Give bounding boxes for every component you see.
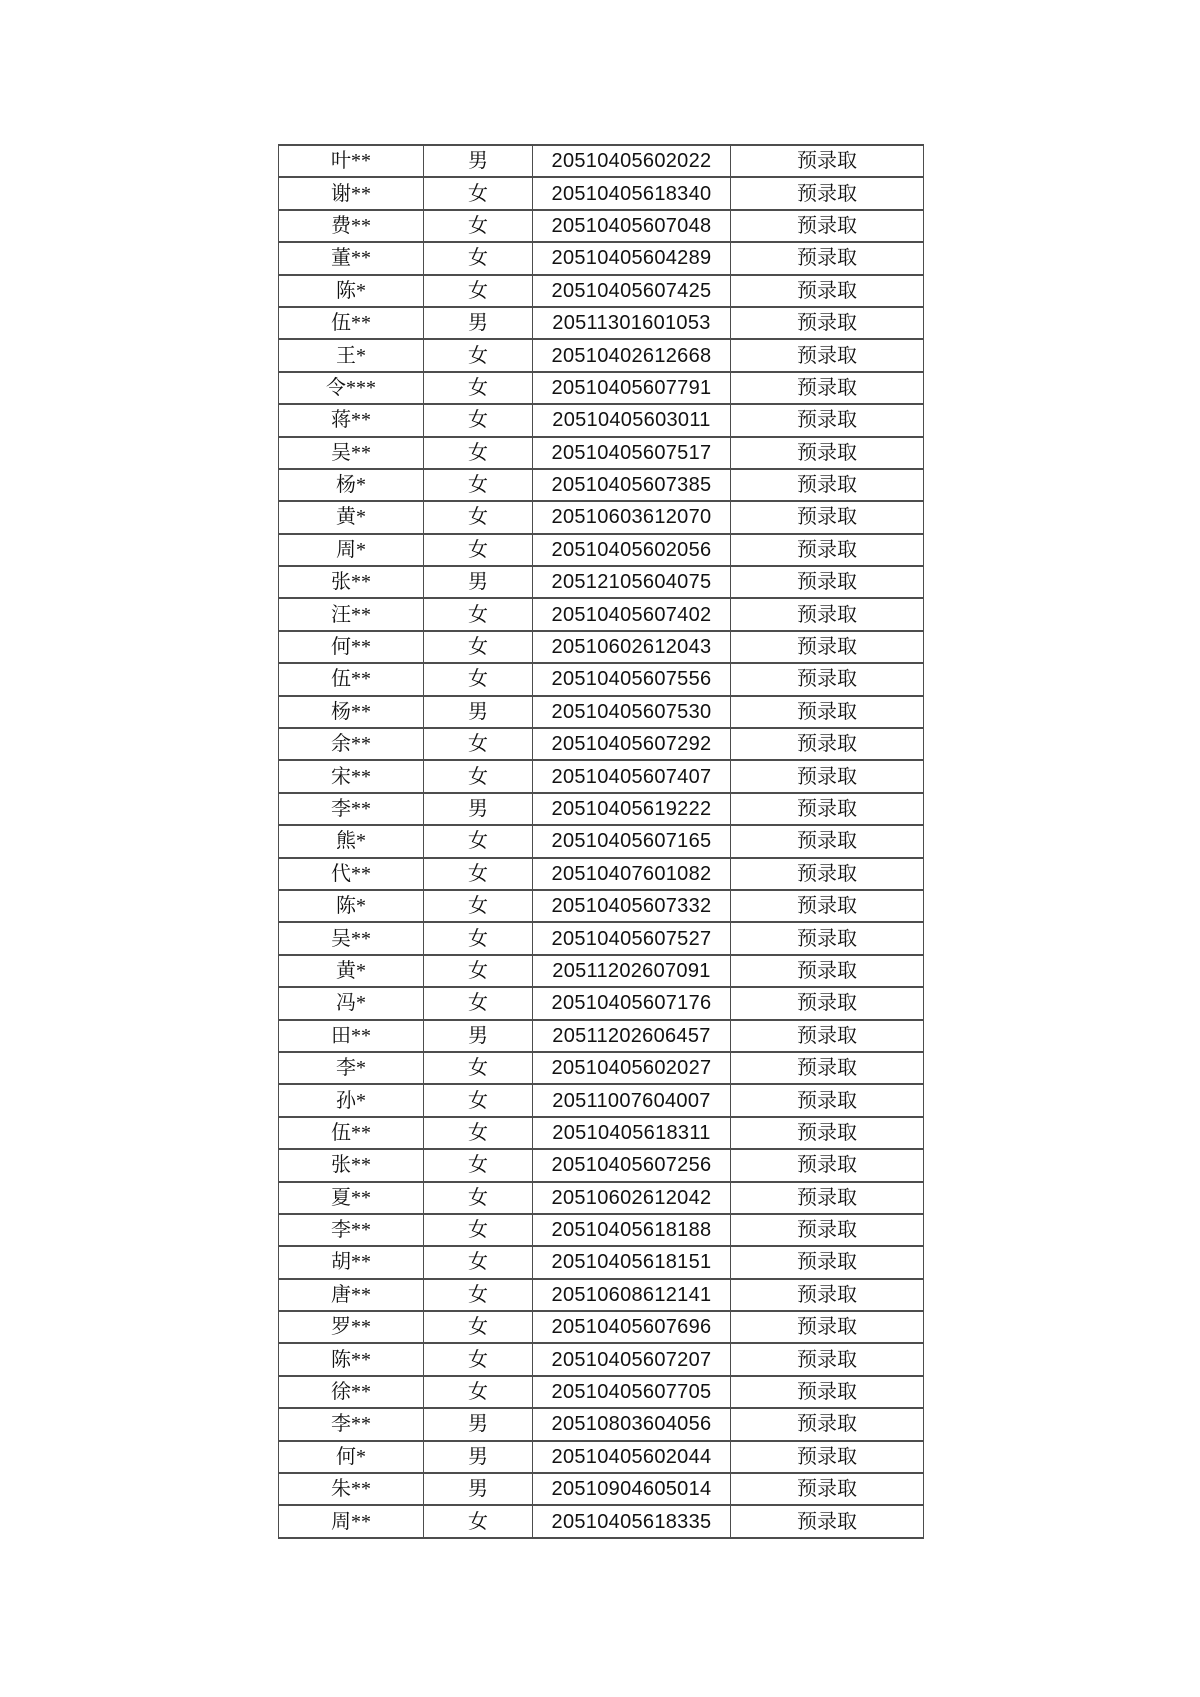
status-cell: 预录取 [731,1246,924,1278]
name-cell: 蒋** [279,404,424,436]
gender-cell: 女 [424,1214,533,1246]
name-cell: 伍** [279,307,424,339]
exam-number-cell: 20512105604075 [533,566,731,598]
exam-number-cell: 20510405618188 [533,1214,731,1246]
exam-number-cell: 20510405607791 [533,372,731,404]
name-cell: 伍** [279,1117,424,1149]
name-cell: 张** [279,566,424,598]
exam-number-cell: 20510402612668 [533,339,731,371]
status-cell: 预录取 [731,728,924,760]
exam-number-cell: 20510405607696 [533,1311,731,1343]
gender-cell: 女 [424,598,533,630]
status-cell: 预录取 [731,1279,924,1311]
table-row [279,469,924,501]
name-cell: 唐** [279,1279,424,1311]
status-cell: 预录取 [731,696,924,728]
gender-cell: 女 [424,534,533,566]
name-cell: 李** [279,1408,424,1440]
table-row [279,955,924,987]
gender-cell: 女 [424,1084,533,1116]
name-cell: 董** [279,242,424,274]
status-cell: 预录取 [731,210,924,242]
name-cell: 陈* [279,275,424,307]
name-cell: 余** [279,728,424,760]
table-row [279,793,924,825]
name-cell: 杨* [279,469,424,501]
name-cell: 冯* [279,987,424,1019]
name-cell: 李** [279,1214,424,1246]
status-cell: 预录取 [731,1408,924,1440]
exam-number-cell: 20510405602027 [533,1052,731,1084]
name-cell: 叶** [279,145,424,177]
exam-number-cell: 20510405603011 [533,404,731,436]
status-cell: 预录取 [731,858,924,890]
status-cell: 预录取 [731,890,924,922]
exam-number-cell: 20511007604007 [533,1084,731,1116]
gender-cell: 男 [424,1441,533,1473]
table-row [279,922,924,954]
table-row [279,598,924,630]
status-cell: 预录取 [731,1505,924,1537]
name-cell: 宋** [279,760,424,792]
gender-cell: 女 [424,339,533,371]
status-cell: 预录取 [731,534,924,566]
name-cell: 黄* [279,955,424,987]
table-row [279,1117,924,1149]
exam-number-cell: 20510407601082 [533,858,731,890]
table-row [279,825,924,857]
status-cell: 预录取 [731,1473,924,1505]
name-cell: 陈* [279,890,424,922]
gender-cell: 女 [424,501,533,533]
status-cell: 预录取 [731,1149,924,1181]
exam-number-cell: 20510602612042 [533,1182,731,1214]
gender-cell: 男 [424,145,533,177]
name-cell: 周** [279,1505,424,1537]
exam-number-cell: 20510405602022 [533,145,731,177]
admission-results-table [278,144,924,1539]
gender-cell: 女 [424,210,533,242]
name-cell: 伍** [279,663,424,695]
status-cell: 预录取 [731,145,924,177]
status-cell: 预录取 [731,242,924,274]
exam-number-cell: 20510405619222 [533,793,731,825]
gender-cell: 女 [424,728,533,760]
status-cell: 预录取 [731,663,924,695]
status-cell: 预录取 [731,987,924,1019]
name-cell: 徐** [279,1376,424,1408]
gender-cell: 女 [424,1052,533,1084]
gender-cell: 女 [424,404,533,436]
status-cell: 预录取 [731,760,924,792]
name-cell: 罗** [279,1311,424,1343]
table-row [279,307,924,339]
exam-number-cell: 20510904605014 [533,1473,731,1505]
gender-cell: 女 [424,663,533,695]
gender-cell: 女 [424,922,533,954]
status-cell: 预录取 [731,177,924,209]
name-cell: 吴** [279,922,424,954]
exam-number-cell: 20510602612043 [533,631,731,663]
exam-number-cell: 20510405607402 [533,598,731,630]
table-row [279,177,924,209]
table-row [279,1020,924,1052]
gender-cell: 女 [424,1505,533,1537]
table-row [279,372,924,404]
table-row [279,1084,924,1116]
exam-number-cell: 20510405607385 [533,469,731,501]
name-cell: 代** [279,858,424,890]
gender-cell: 女 [424,987,533,1019]
gender-cell: 女 [424,760,533,792]
status-cell: 预录取 [731,631,924,663]
gender-cell: 男 [424,1473,533,1505]
table-row [279,1149,924,1181]
status-cell: 预录取 [731,469,924,501]
gender-cell: 女 [424,631,533,663]
table-row [279,1311,924,1343]
name-cell: 何* [279,1441,424,1473]
table-row [279,501,924,533]
gender-cell: 男 [424,1020,533,1052]
table-row [279,1279,924,1311]
status-cell: 预录取 [731,1214,924,1246]
gender-cell: 男 [424,1408,533,1440]
exam-number-cell: 20510603612070 [533,501,731,533]
exam-number-cell: 20510405602056 [533,534,731,566]
exam-number-cell: 20510405607527 [533,922,731,954]
status-cell: 预录取 [731,955,924,987]
status-cell: 预录取 [731,566,924,598]
gender-cell: 女 [424,1343,533,1375]
name-cell: 王* [279,339,424,371]
table-row [279,242,924,274]
exam-number-cell: 20510405618335 [533,1505,731,1537]
status-cell: 预录取 [731,1376,924,1408]
table-row [279,1408,924,1440]
status-cell: 预录取 [731,922,924,954]
exam-number-cell: 20511202607091 [533,955,731,987]
status-cell: 预录取 [731,598,924,630]
exam-number-cell: 20510608612141 [533,1279,731,1311]
name-cell: 孙* [279,1084,424,1116]
name-cell: 熊* [279,825,424,857]
exam-number-cell: 20510405618311 [533,1117,731,1149]
gender-cell: 女 [424,1376,533,1408]
exam-number-cell: 20510405604289 [533,242,731,274]
gender-cell: 男 [424,696,533,728]
name-cell: 夏** [279,1182,424,1214]
exam-number-cell: 20510405607407 [533,760,731,792]
name-cell: 胡** [279,1246,424,1278]
table-row [279,663,924,695]
gender-cell: 女 [424,955,533,987]
status-cell: 预录取 [731,307,924,339]
table-row [279,696,924,728]
table-row [279,1343,924,1375]
table-row [279,728,924,760]
name-cell: 张** [279,1149,424,1181]
status-cell: 预录取 [731,1311,924,1343]
gender-cell: 女 [424,177,533,209]
name-cell: 吴** [279,437,424,469]
status-cell: 预录取 [731,1343,924,1375]
gender-cell: 女 [424,890,533,922]
status-cell: 预录取 [731,437,924,469]
table-row [279,437,924,469]
name-cell: 李* [279,1052,424,1084]
gender-cell: 男 [424,793,533,825]
exam-number-cell: 20510405607256 [533,1149,731,1181]
exam-number-cell: 20510405607176 [533,987,731,1019]
status-cell: 预录取 [731,1052,924,1084]
name-cell: 田** [279,1020,424,1052]
gender-cell: 女 [424,372,533,404]
exam-number-cell: 20510405607530 [533,696,731,728]
status-cell: 预录取 [731,1182,924,1214]
name-cell: 黄* [279,501,424,533]
gender-cell: 女 [424,825,533,857]
table-row [279,631,924,663]
admission-results-body [279,145,924,1538]
exam-number-cell: 20510405607332 [533,890,731,922]
exam-number-cell: 20510405607048 [533,210,731,242]
name-cell: 汪** [279,598,424,630]
status-cell: 预录取 [731,1084,924,1116]
exam-number-cell: 20511301601053 [533,307,731,339]
name-cell: 令*** [279,372,424,404]
table-row [279,339,924,371]
gender-cell: 女 [424,1182,533,1214]
table-row [279,1182,924,1214]
gender-cell: 女 [424,1311,533,1343]
name-cell: 周* [279,534,424,566]
table-row [279,1376,924,1408]
table-row [279,1505,924,1537]
status-cell: 预录取 [731,404,924,436]
gender-cell: 女 [424,1117,533,1149]
gender-cell: 女 [424,469,533,501]
status-cell: 预录取 [731,1117,924,1149]
name-cell: 谢** [279,177,424,209]
gender-cell: 男 [424,566,533,598]
status-cell: 预录取 [731,825,924,857]
exam-number-cell: 20510405607556 [533,663,731,695]
gender-cell: 男 [424,307,533,339]
exam-number-cell: 20510405602044 [533,1441,731,1473]
gender-cell: 女 [424,1279,533,1311]
name-cell: 费** [279,210,424,242]
status-cell: 预录取 [731,339,924,371]
exam-number-cell: 20510405607207 [533,1343,731,1375]
name-cell: 朱** [279,1473,424,1505]
table-row [279,1246,924,1278]
exam-number-cell: 20510405618340 [533,177,731,209]
table-row [279,275,924,307]
table-row [279,404,924,436]
name-cell: 陈** [279,1343,424,1375]
exam-number-cell: 20510405607517 [533,437,731,469]
exam-number-cell: 20510405607292 [533,728,731,760]
table-row [279,890,924,922]
gender-cell: 女 [424,858,533,890]
gender-cell: 女 [424,1149,533,1181]
exam-number-cell: 20510405618151 [533,1246,731,1278]
status-cell: 预录取 [731,793,924,825]
exam-number-cell: 20510803604056 [533,1408,731,1440]
status-cell: 预录取 [731,1441,924,1473]
status-cell: 预录取 [731,372,924,404]
exam-number-cell: 20510405607425 [533,275,731,307]
table-row [279,858,924,890]
gender-cell: 女 [424,1246,533,1278]
exam-number-cell: 20510405607165 [533,825,731,857]
exam-number-cell: 20511202606457 [533,1020,731,1052]
name-cell: 杨** [279,696,424,728]
gender-cell: 女 [424,275,533,307]
exam-number-cell: 20510405607705 [533,1376,731,1408]
name-cell: 何** [279,631,424,663]
name-cell: 李** [279,793,424,825]
gender-cell: 女 [424,242,533,274]
table-row [279,1441,924,1473]
table-row [279,534,924,566]
table-row [279,1214,924,1246]
status-cell: 预录取 [731,275,924,307]
status-cell: 预录取 [731,501,924,533]
table-row [279,145,924,177]
status-cell: 预录取 [731,1020,924,1052]
table-row [279,210,924,242]
table-row [279,566,924,598]
table-row [279,760,924,792]
table-row [279,987,924,1019]
table-row [279,1052,924,1084]
table-row [279,1473,924,1505]
gender-cell: 女 [424,437,533,469]
